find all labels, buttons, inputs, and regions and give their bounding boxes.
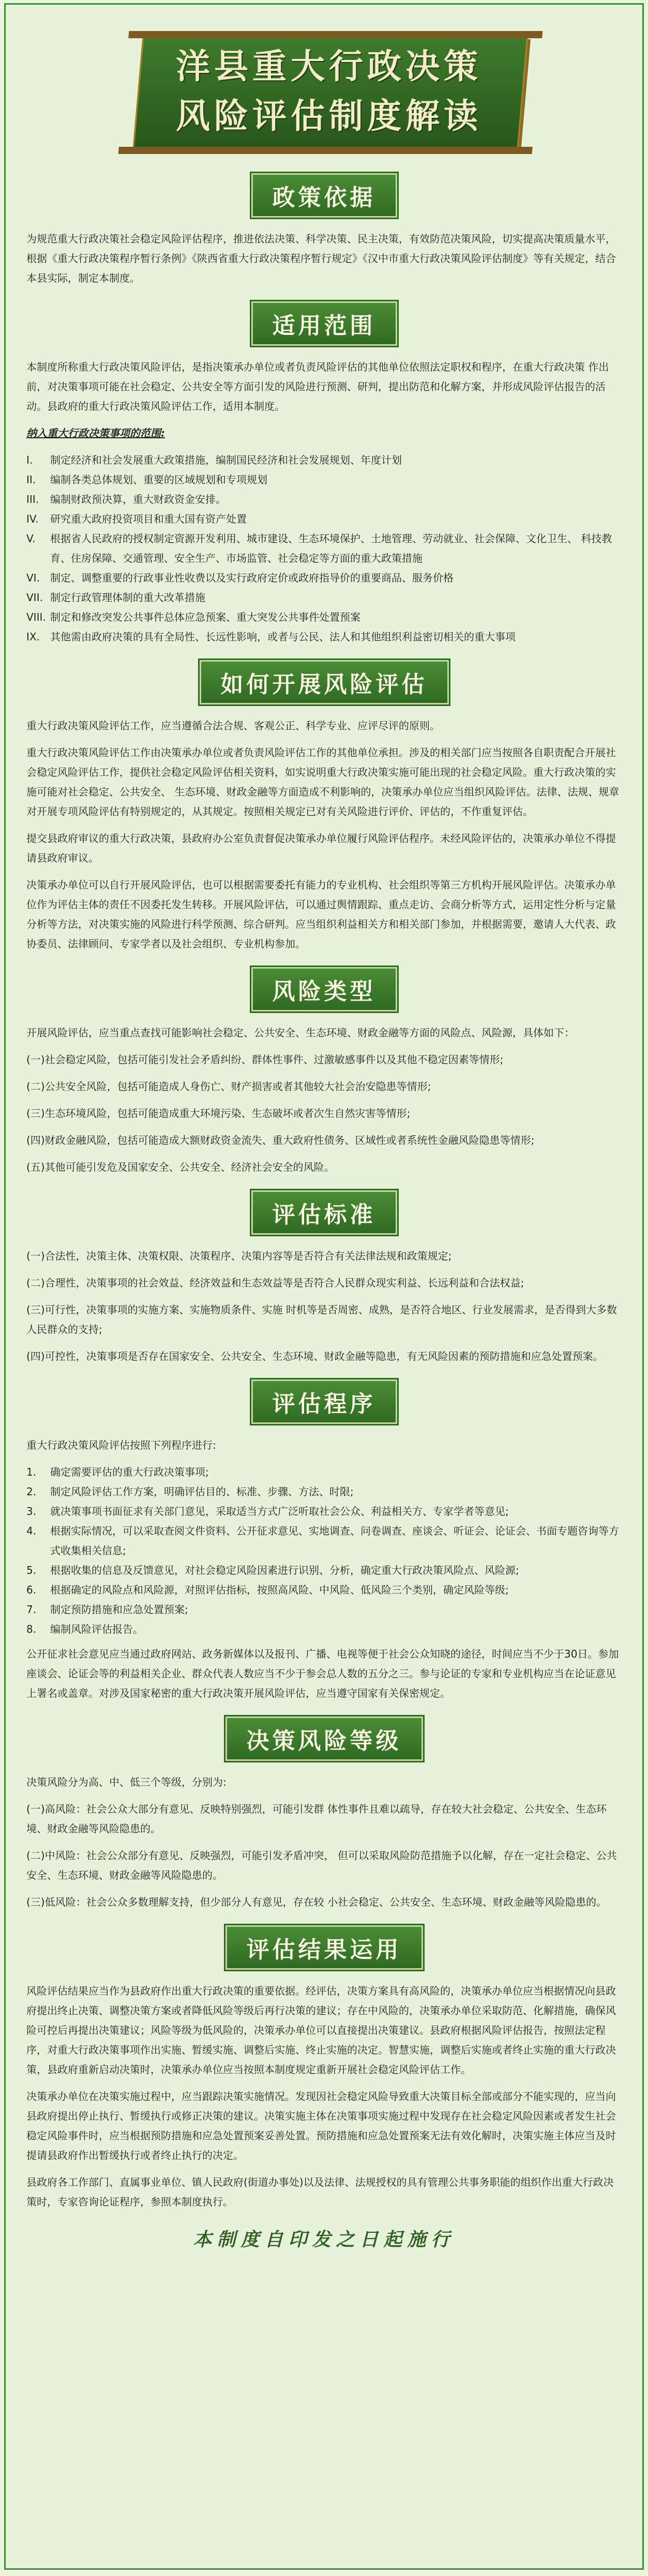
subheading: 纳入重大行政决策事项的范围: xyxy=(26,427,165,439)
footer-note: 本制度自印发之日起施行 xyxy=(193,2229,455,2250)
section-title: 政策依据 xyxy=(251,173,397,218)
list-text: 确定需要评估的重大行政决策事项; xyxy=(50,1466,209,1478)
paragraph: 公开征求社会意见应当通过政府网站、政务新媒体以及报刊、广播、电视等便于社会公众知晓的途径，时间应当不少于30日。参加座谈会、论证会等的利益相关企业、群众代表人数应当不少于参会总人数的五分之三。参与论证的专家和专业机构应当在论证意见上署名或盖章。对涉及国家秘密的重大行政决策开展风险评估，应当遵守国家有关保密规定。 xyxy=(26,1648,619,1699)
list-num: 7. xyxy=(26,1603,37,1616)
list-text: 制定行政管理体制的重大改革措施 xyxy=(50,591,205,604)
list-text: 就决策事项书面征求有关部门意见，采取适当方式广泛听取社会公众、利益相关方、专家学者等意见; xyxy=(50,1505,509,1517)
section-procedure xyxy=(6,1379,642,1703)
list-num: VIII. xyxy=(26,611,46,623)
list-item: (二)公共安全风险，包括可能造成人身伤亡、财产损害或者其他较大社会治安隐患等情形; xyxy=(26,1080,431,1093)
list-item xyxy=(26,470,622,489)
list-text: 根据省人民政府的授权制定资源开发利用、城市建设、生态环境保护、土地管理、劳动就业、社会保障、文化卫生、 科技教育、住房保障、交通管理、安全生产、市场监管、社会稳定等方面的重大政策措施 xyxy=(50,532,612,564)
paragraph: 县政府各工作部门、直属事业单位、镇人民政府(街道办事处)以及法律、法规授权的具有管理公共事务职能的组织作出重大行政决策时，专家咨询论证程序，参照本制度执行。 xyxy=(26,2176,614,2208)
paragraph: 决策承办单位在决策实施过程中，应当跟踪决策实施情况。发现因社会稳定风险导致重大决策目标全部或部分不能实现的，应当向县政府提出停止执行、暂缓执行或修正决策的建议。决策实施主体在决策事项实施过程中发现存在社会稳定风险因素或者发生社会稳定风险事件时，应当根据预防措施和应急处置预案妥善处置。预防措施和应急处置预案无法有效化解时，决策实施主体应当及时提请县政府作出暂缓执行或者终止执行的决定。 xyxy=(26,2090,616,2161)
title-board-bottom-bar xyxy=(118,147,533,154)
list-item xyxy=(26,529,622,568)
title-line-2: 风险评估制度解读 xyxy=(176,96,482,136)
paragraph: 重大行政决策风险评估按照下列程序进行: xyxy=(26,1439,216,1451)
list-item: (三)生态环境风险，包括可能造成重大环境污染、生态破坏或者次生自然灾害等情形; xyxy=(26,1107,411,1120)
list-num: IX. xyxy=(26,631,40,643)
list-item xyxy=(26,1619,622,1639)
section-title: 评估程序 xyxy=(251,1379,397,1424)
list-text: 制定预防措施和应急处置预案; xyxy=(50,1603,188,1616)
list-num: VI. xyxy=(26,572,40,584)
section-basis xyxy=(6,173,642,288)
list-text: 编制财政预决算，重大财政资金安排。 xyxy=(50,493,226,505)
section-scope xyxy=(6,301,642,647)
title-line-1: 洋县重大行政决策 xyxy=(176,46,482,86)
section-title: 风险类型 xyxy=(251,967,397,1011)
list-text: 编制风险评估报告。 xyxy=(50,1623,143,1635)
list-item: (四)可控性，决策事项是否存在国家安全、公共安全、生态环境、财政金融等隐患，有无风险因素的预防措施和应急处置预案。 xyxy=(26,1350,604,1362)
paragraph: 本制度所称重大行政决策风险评估，是指决策承办单位或者负责风险评估的其他单位依照法定职权和程序，在重大行政决策 作出前，对决策事项可能在社会稳定、公共安全等方面引发的风险进行预测、研判，提出防范和化解方案，并形成风险评估报告的活动。县政府的重大行政决策风险评估工作，适用本制度。 xyxy=(26,361,609,412)
list-text: 根据确定的风险点和风险源，对照评估指标，按照高风险、中风险、低风险三个类别，确定风险等级; xyxy=(50,1584,509,1596)
section-title: 评估结果运用 xyxy=(225,1925,423,1970)
section-title: 适用范围 xyxy=(251,301,397,346)
list-item xyxy=(26,1501,622,1521)
list-num: I. xyxy=(26,454,33,466)
list-item xyxy=(26,1462,622,1482)
list-item xyxy=(26,627,622,647)
list-item xyxy=(26,1600,622,1619)
header xyxy=(6,5,642,160)
list-text: 根据收集的信息及反馈意见，对社会稳定风险因素进行识别、分析，确定重大行政决策风险点、风险源; xyxy=(50,1564,519,1576)
paragraph: 重大行政决策风险评估工作，应当遵循合法合规、客观公正、科学专业、应评尽评的原则。 xyxy=(26,719,440,732)
list-num: 8. xyxy=(26,1623,37,1635)
list-num: V. xyxy=(26,532,36,545)
list-num: III. xyxy=(26,493,39,505)
paragraph: 决策风险分为高、中、低三个等级，分别为: xyxy=(26,1776,227,1788)
list-num: 4. xyxy=(26,1525,37,1537)
list-item: (二)合理性，决策事项的社会效益、经济效益和生态效益等是否符合人民群众现实利益、长远利益和合法权益; xyxy=(26,1277,524,1289)
list-num: IV. xyxy=(26,513,39,525)
section-how xyxy=(6,660,642,954)
paragraph: 开展风险评估，应当重点查找可能影响社会稳定、公共安全、生态环境、财政金融等方面的风险点、风险源，具体如下： xyxy=(26,1026,575,1039)
list-text: 编制各类总体规划、重要的区域规划和专项规划 xyxy=(50,473,267,486)
list-num: 3. xyxy=(26,1505,37,1517)
list-item: (一)高风险：社会公众大部分有意见、反映特别强烈，可能引发群 体性事件且难以疏导，存在较大社会稳定、公共安全、生态环境、财政金融等风险隐患的。 xyxy=(26,1803,607,1835)
paragraph: 为规范重大行政决策社会稳定风险评估程序，推进依法决策、科学决策、民主决策，有效防范决策风险，切实提高决策质量水平，根据《重大行政决策程序暂行条例》《陕西省重大行政决策程序暂行规定》《汉中市重大行政决策风险评估制度》等有关规定，结合本县实际，制定本制度。 xyxy=(26,233,616,284)
list-item xyxy=(26,588,622,607)
paragraph: 决策承办单位可以自行开展风险评估，也可以根据需要委托有能力的专业机构、社会组织等第三方机构开展风险评估。决策承办单位作为评估主体的责任不因委托发生转移。开展风险评估，可以通过舆情跟踪、重点走访、会商分析等方式，运用定性分析与定量分析等方法，对决策实施的风险进行科学预测、综合研判。应当组织利益相关方和相关部门参加，并根据需要，邀请人大代表、政协委员、法律顾问、专家学者以及社会组织、专业机构参加。 xyxy=(26,879,616,950)
section-results xyxy=(6,1925,642,2212)
paragraph: 重大行政决策风险评估工作由决策承办单位或者负责风险评估工作的其他单位承担。涉及的相关部门应当按照各自职责配合开展社会稳定风险评估工作，提供社会稳定风险评估相关资料，如实说明重大行政决策实施可能出现的社会稳定风险。重大行政决策的实施可能对社会稳定、公共安全、 生态环境、财政金融等方面造成不利影响的，决策承办单位应当组织风险评估。法律、法规、规章对开展专项风险评估有特别规定的，从其规定。按照相关规定已对有关风险进行评价、评估的，不作重复评估。 xyxy=(26,746,620,818)
page xyxy=(4,3,644,2570)
scope-list xyxy=(26,450,622,647)
section-criteria xyxy=(6,1190,642,1366)
list-text: 其他需由政府决策的具有全局性、长远性影响，或者与公民、法人和其他组织利益密切相关的重大事项 xyxy=(50,631,516,643)
list-item: (一)合法性，决策主体、决策权限、决策程序、决策内容等是否符合有关法律法规和政策规定; xyxy=(26,1250,452,1262)
procedure-list xyxy=(26,1462,622,1639)
list-item xyxy=(26,1560,622,1580)
list-item: (三)低风险：社会公众多数理解支持，但少部分人有意见，存在较 小社会稳定、公共安全、生态环境、财政金融等风险隐患的。 xyxy=(26,1896,607,1908)
list-item xyxy=(26,489,622,509)
section-types xyxy=(6,967,642,1177)
list-num: 2. xyxy=(26,1485,37,1498)
list-num: 1. xyxy=(26,1466,37,1478)
paragraph: 提交县政府审议的重大行政决策，县政府办公室负责督促决策承办单位履行风险评估程序。未经风险评估的，决策承办单位不得提请县政府审议。 xyxy=(26,832,616,864)
list-item xyxy=(26,450,622,470)
list-num: VII. xyxy=(26,591,43,604)
list-item: (四)财政金融风险，包括可能造成大额财政资金流失、重大政府性债务、区域性或者系统性金融风险隐患等情形; xyxy=(26,1134,535,1146)
list-text: 研究重大政府投资项目和重大国有资产处置 xyxy=(50,513,247,525)
list-item: (一)社会稳定风险，包括可能引发社会矛盾纠纷、群体性事件、过激敏感事件以及其他不稳定因素等情形; xyxy=(26,1053,504,1066)
section-title: 决策风险等级 xyxy=(225,1716,423,1761)
list-item: (二)中风险：社会公众部分有意见、反映强烈，可能引发矛盾冲突， 但可以采取风险防范措施予以化解，存在一定社会稳定、公共安全、生态环境、财政金融等风险隐患的。 xyxy=(26,1849,617,1881)
list-item xyxy=(26,568,622,588)
section-title: 如何开展风险评估 xyxy=(200,660,449,704)
section-title: 评估标准 xyxy=(251,1190,397,1235)
list-item xyxy=(26,1580,622,1600)
list-item xyxy=(26,509,622,529)
list-item xyxy=(26,1521,622,1560)
list-text: 制定和修改突发公共事件总体应急预案、重大突发公共事件处置预案 xyxy=(50,611,360,623)
section-levels xyxy=(6,1716,642,1912)
page-title xyxy=(138,37,520,145)
list-item: (三)可行性，决策事项的实施方案、实施物质条件、实施 时机等是否周密、成熟，是否符合地区、行业发展需求，是否得到大多数人民群众的支持; xyxy=(26,1304,617,1336)
list-text: 制定经济和社会发展重大政策措施，编制国民经济和社会发展规划、年度计划 xyxy=(50,454,402,466)
list-item xyxy=(26,1482,622,1501)
list-text: 制定、调整重要的行政事业性收费以及实行政府定价或政府指导价的重要商品、服务价格 xyxy=(50,572,454,584)
list-text: 制定风险评估工作方案，明确评估目的、标准、步骤、方法、时限; xyxy=(50,1485,354,1498)
list-item xyxy=(26,607,622,627)
list-num: 6. xyxy=(26,1584,37,1596)
list-num: II. xyxy=(26,473,36,486)
list-text: 根据实际情况，可以采取查阅文件资料、公开征求意见、实地调查、问卷调查、座谈会、听证会、论证会、书面专题咨询等方式收集相关信息; xyxy=(50,1525,619,1557)
paragraph: 风险评估结果应当作为县政府作出重大行政决策的重要依据。经评估，决策方案具有高风险的，决策承办单位应当根据情况向县政府提出终止决策、调整决策方案或者降低风险等级后再行决策的建议；存在中风险的，决策承办单位采取防范、化解措施，确保风险可控后再提出决策建议；风险等级为低风险的，决策承办单位可以直接提出决策建议。县政府根据风险评估报告，按照法定程序，对重大行政决策事项作出实施、暂缓实施、调整后实施、终止实施的决定。智慧实施，调整后实施或者终止实施的重大行政决策，县政府重新启动决策时，决策承办单位应当按照本制度规定重新开展社会稳定风险评估工作。 xyxy=(26,1985,616,2076)
list-num: 5. xyxy=(26,1564,37,1576)
list-item: (五)其他可能引发危及国家安全、公共安全、经济社会安全的风险。 xyxy=(26,1161,335,1173)
